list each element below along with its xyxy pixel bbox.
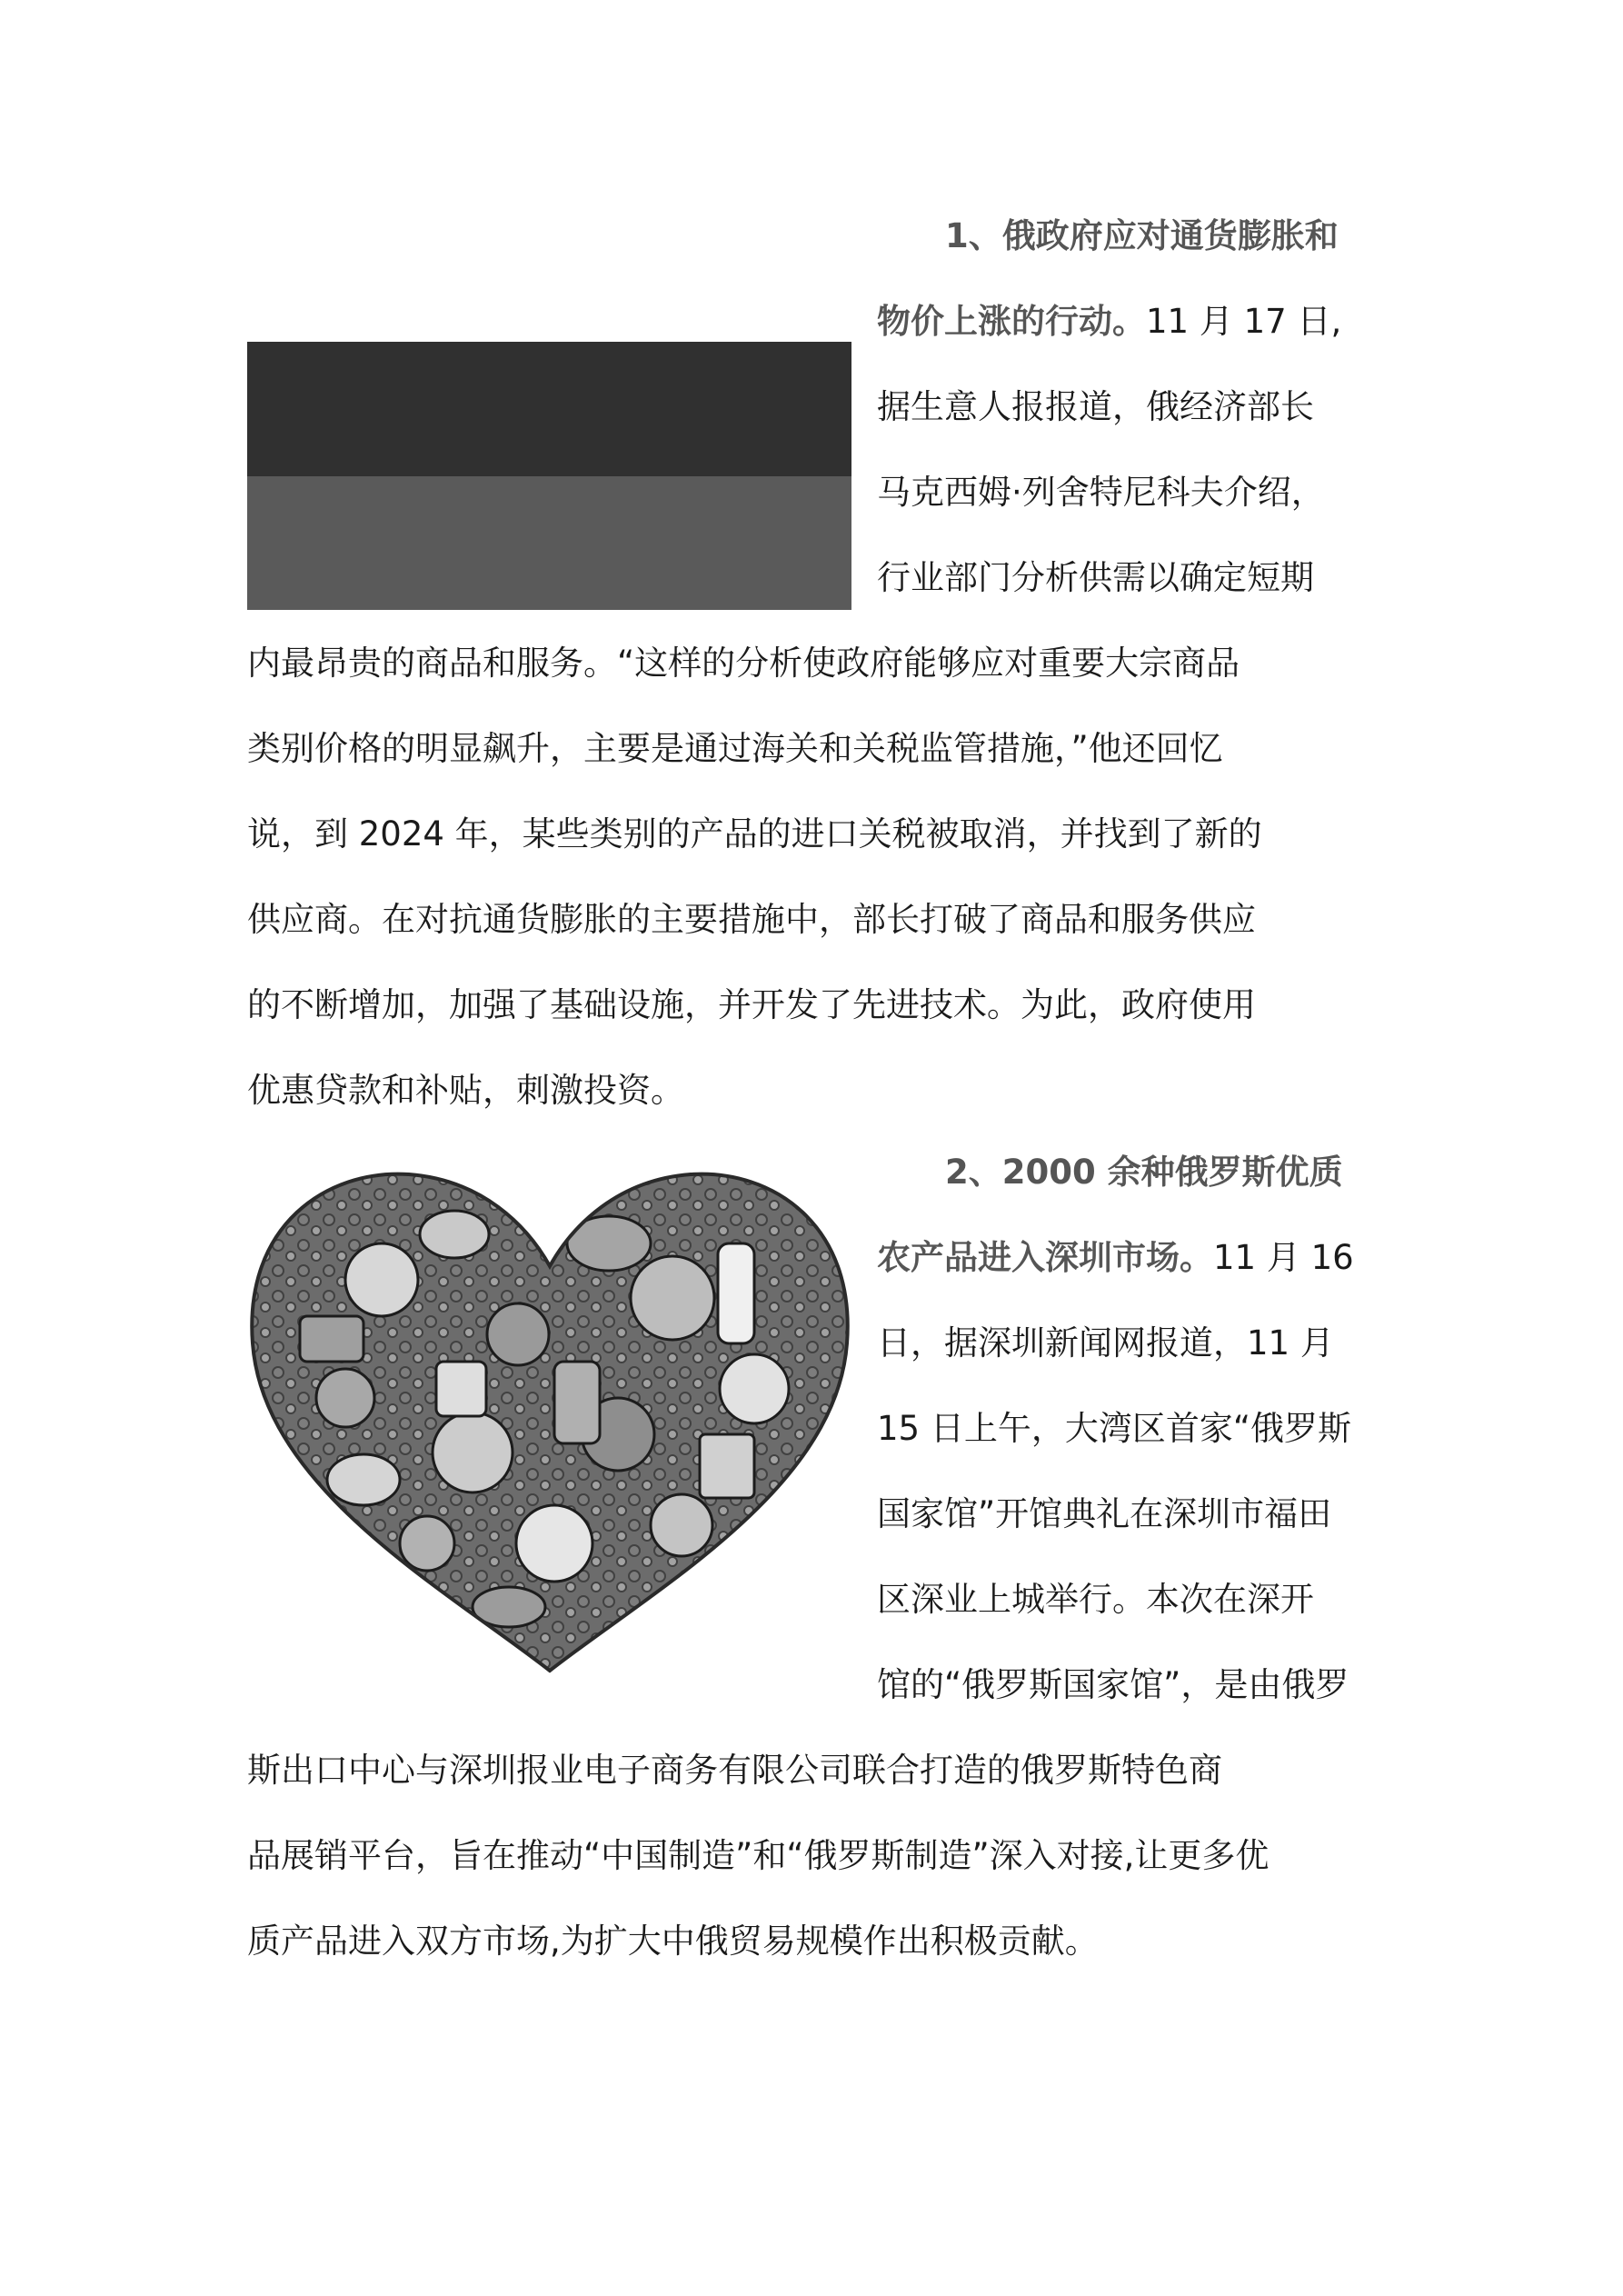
text-line: 国家馆”开馆典礼在深圳市福田: [877, 1494, 1332, 1533]
text-line: 类别价格的明显飙升，主要是通过海关和关税监管措施，”他还回忆: [247, 729, 1223, 768]
text-line: 的不断增加，加强了基础设施，并开发了先进技术。为此，政府使用: [247, 985, 1256, 1024]
text-line: [945, 216, 1339, 256]
text-line: [945, 1153, 1343, 1193]
heart-food-illustration: [245, 1162, 854, 1674]
bold-heading: 农产品进入深圳市场。: [877, 1238, 1213, 1277]
text-line: 优惠贷款和补贴，刺激投资。: [247, 1071, 684, 1110]
text-line: 内最昂贵的商品和服务。“这样的分析使政府能够应对重要大宗商品: [247, 644, 1240, 683]
text-line: 区深业上城举行。本次在深开: [877, 1580, 1314, 1619]
text-line: 据生意人报报道，俄经济部长: [877, 387, 1314, 426]
body-text: 11 月 16: [1213, 1238, 1354, 1277]
bold-heading: 1、俄政府应对通货膨胀和: [945, 216, 1339, 255]
text-line: [877, 1238, 1354, 1278]
text-line: 供应商。在对抗通货膨胀的主要措施中，部长打破了商品和服务供应: [247, 900, 1256, 939]
text-line: 质产品进入双方市场,为扩大中俄贸易规模作出积极贡献。: [247, 1922, 1099, 1961]
text-line: [877, 302, 1341, 342]
text-line: 说，到 2024 年，某些类别的产品的进口关税被取消，并找到了新的: [247, 814, 1262, 854]
bold-heading: 2、2000 余种俄罗斯优质: [945, 1153, 1343, 1192]
text-line: 马克西姆·列舍特尼科夫介绍，: [877, 473, 1325, 512]
text-line: 日，据深圳新闻网报道，11 月: [877, 1323, 1334, 1363]
body-text: 11 月 17 日,: [1146, 302, 1342, 341]
text-line: 15 日上午，大湾区首家“俄罗斯: [877, 1409, 1352, 1448]
text-line: 行业部门分析供需以确定短期: [877, 558, 1314, 597]
flag-image-top-band: [247, 342, 851, 476]
flag-image-bottom-band: [247, 476, 851, 610]
text-line: 斯出口中心与深圳报业电子商务有限公司联合打造的俄罗斯特色商: [247, 1751, 1222, 1790]
text-line: 品展销平台，旨在推动“中国制造”和“俄罗斯制造”深入对接,让更多优: [247, 1836, 1270, 1875]
bold-heading: 物价上涨的行动。: [877, 302, 1146, 341]
text-line: 馆的“俄罗斯国家馆”，是由俄罗: [877, 1665, 1349, 1704]
